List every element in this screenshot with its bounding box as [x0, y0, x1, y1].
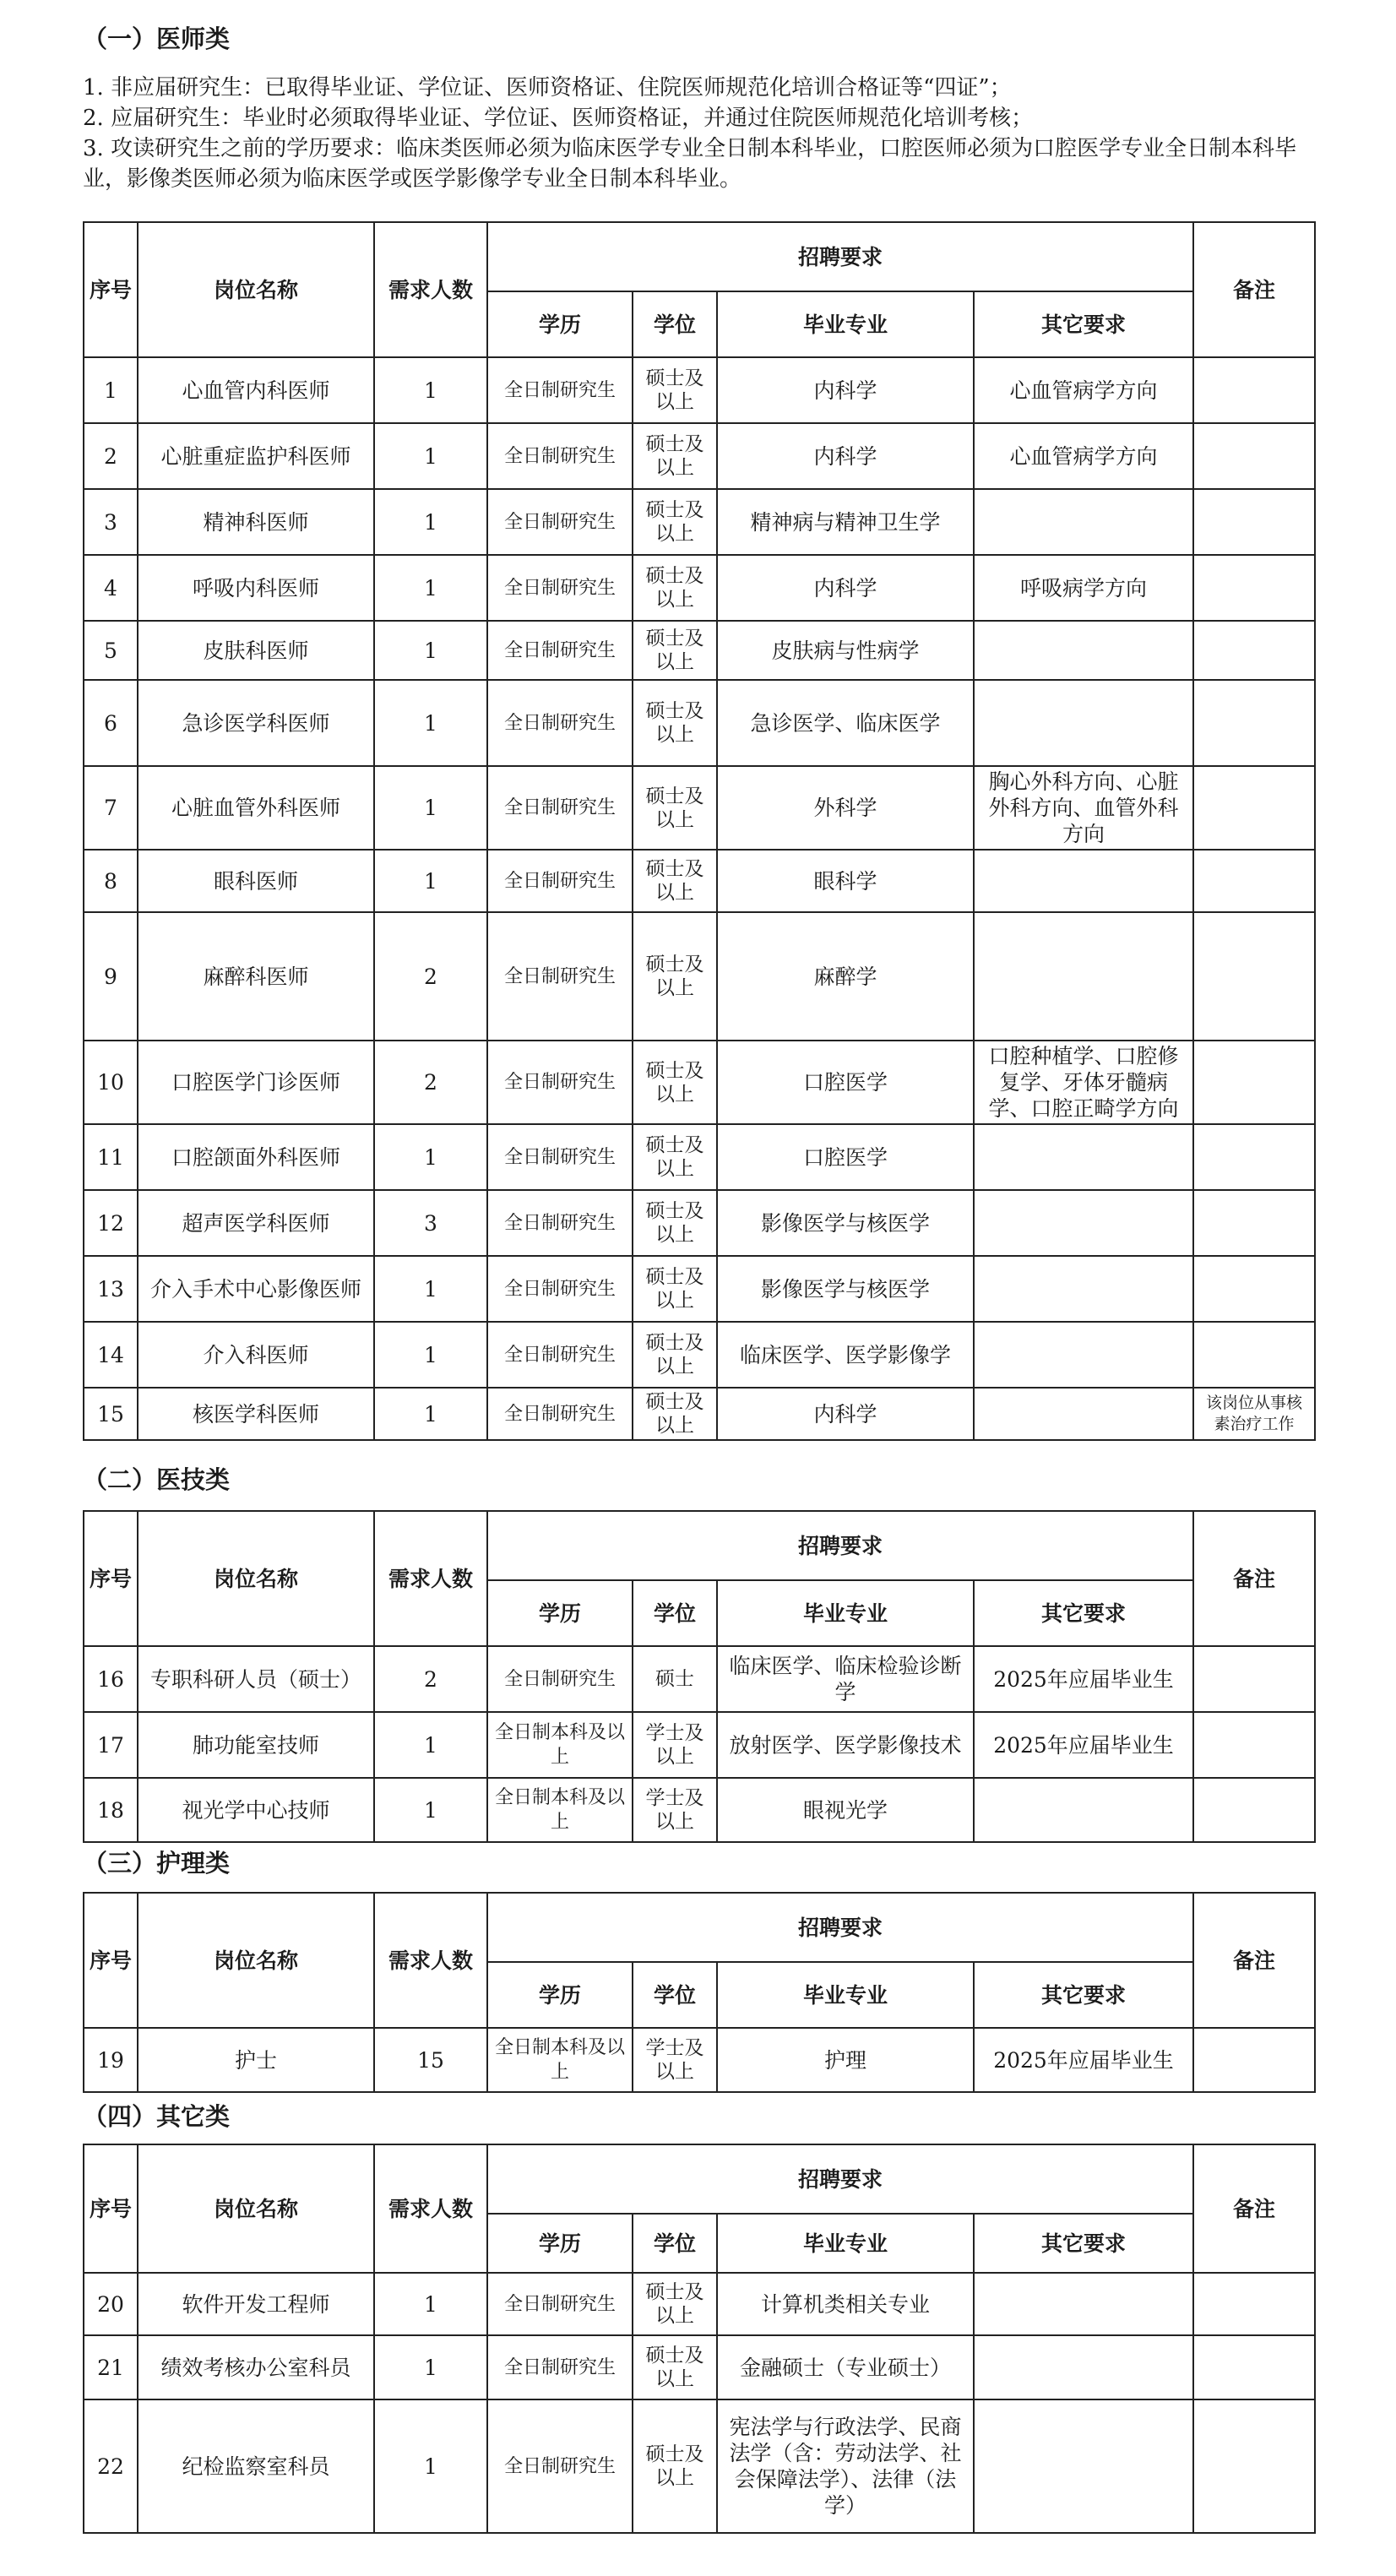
cell-position-name: 软件开发工程师: [138, 2273, 374, 2335]
cell-position-name: 绩效考核办公室科员: [138, 2335, 374, 2399]
cell-major: 内科学: [717, 555, 974, 621]
cell-other-requirements: [974, 489, 1193, 555]
table-row: [84, 1388, 1315, 1440]
cell-headcount: 1: [374, 2335, 487, 2399]
cell-major: 内科学: [717, 357, 974, 423]
cell-degree: 硕士及以上: [633, 621, 717, 680]
header-seq: 序号: [84, 1511, 138, 1646]
table-row: [84, 2335, 1315, 2399]
cell-remark: [1193, 2273, 1315, 2335]
cell-other-requirements: [974, 2335, 1193, 2399]
section-title: （三）护理类: [83, 1849, 231, 1878]
cell-seq: 11: [84, 1124, 138, 1190]
header-education: 学历: [487, 2214, 633, 2273]
cell-position-name: 介入科医师: [138, 1322, 374, 1388]
cell-headcount: 1: [374, 850, 487, 912]
cell-degree: 硕士及以上: [633, 1322, 717, 1388]
cell-remark: [1193, 912, 1315, 1041]
section-title: （一）医师类: [83, 24, 231, 53]
header-headcount: 需求人数: [374, 1511, 487, 1646]
table-row: [84, 766, 1315, 850]
cell-degree: 硕士及以上: [633, 2273, 717, 2335]
cell-degree: 硕士: [633, 1646, 717, 1712]
cell-position-name: 核医学科医师: [138, 1388, 374, 1440]
cell-headcount: 1: [374, 423, 487, 489]
table-row: [84, 2273, 1315, 2335]
cell-headcount: 1: [374, 680, 487, 766]
cell-headcount: 1: [374, 2399, 487, 2533]
cell-seq: 8: [84, 850, 138, 912]
cell-degree: 硕士及以上: [633, 1124, 717, 1190]
cell-position-name: 超声医学科医师: [138, 1190, 374, 1256]
cell-degree: 硕士及以上: [633, 2399, 717, 2533]
table-row: [84, 680, 1315, 766]
cell-education: 全日制研究生: [487, 912, 633, 1041]
cell-education: 全日制研究生: [487, 2335, 633, 2399]
header-major: 毕业专业: [717, 1580, 974, 1646]
table-row: [84, 1322, 1315, 1388]
cell-position-name: 介入手术中心影像医师: [138, 1256, 374, 1322]
cell-other-requirements: 心血管病学方向: [974, 357, 1193, 423]
cell-degree: 学士及以上: [633, 1712, 717, 1778]
cell-degree: 硕士及以上: [633, 912, 717, 1041]
cell-other-requirements: [974, 621, 1193, 680]
cell-education: 全日制研究生: [487, 555, 633, 621]
table-row: [84, 912, 1315, 1041]
cell-headcount: 1: [374, 621, 487, 680]
cell-position-name: 心血管内科医师: [138, 357, 374, 423]
header-education: 学历: [487, 291, 633, 357]
section-title: （四）其它类: [83, 2102, 231, 2131]
cell-other-requirements: [974, 680, 1193, 766]
cell-remark: [1193, 766, 1315, 850]
cell-seq: 20: [84, 2273, 138, 2335]
cell-remark: [1193, 1778, 1315, 1842]
header-position-name: 岗位名称: [138, 2144, 374, 2273]
cell-seq: 22: [84, 2399, 138, 2533]
cell-seq: 18: [84, 1778, 138, 1842]
positions-table: [83, 221, 1316, 1441]
cell-headcount: 15: [374, 2028, 487, 2092]
header-headcount: 需求人数: [374, 1893, 487, 2028]
cell-major: 影像医学与核医学: [717, 1256, 974, 1322]
header-degree: 学位: [633, 1962, 717, 2028]
section-title: （二）医技类: [83, 1465, 231, 1494]
cell-headcount: 1: [374, 2273, 487, 2335]
positions-table: [83, 1892, 1316, 2093]
cell-remark: [1193, 680, 1315, 766]
cell-seq: 16: [84, 1646, 138, 1712]
cell-degree: 硕士及以上: [633, 680, 717, 766]
table-row: [84, 1778, 1315, 1842]
table-row: [84, 489, 1315, 555]
header-other-requirements: 其它要求: [974, 1580, 1193, 1646]
cell-major: 外科学: [717, 766, 974, 850]
header-row: [84, 2144, 1315, 2214]
cell-education: 全日制研究生: [487, 423, 633, 489]
cell-major: 宪法学与行政法学、民商法学（含：劳动法学、社会保障法学）、法律（法学）: [717, 2399, 974, 2533]
table-row: [84, 423, 1315, 489]
cell-seq: 14: [84, 1322, 138, 1388]
cell-education: 全日制本科及以上: [487, 1712, 633, 1778]
cell-headcount: 1: [374, 1124, 487, 1190]
table-row: [84, 1190, 1315, 1256]
header-position-name: 岗位名称: [138, 222, 374, 357]
cell-position-name: 急诊医学科医师: [138, 680, 374, 766]
cell-other-requirements: [974, 1388, 1193, 1440]
cell-degree: 硕士及以上: [633, 1190, 717, 1256]
cell-seq: 15: [84, 1388, 138, 1440]
cell-headcount: 1: [374, 766, 487, 850]
cell-remark: [1193, 1322, 1315, 1388]
cell-major: 麻醉学: [717, 912, 974, 1041]
cell-other-requirements: [974, 850, 1193, 912]
cell-seq: 7: [84, 766, 138, 850]
header-education: 学历: [487, 1580, 633, 1646]
cell-position-name: 口腔医学门诊医师: [138, 1041, 374, 1124]
cell-other-requirements: [974, 1124, 1193, 1190]
cell-position-name: 纪检监察室科员: [138, 2399, 374, 2533]
note-line: 1. 非应届研究生：已取得毕业证、学位证、医师资格证、住院医师规范化培训合格证等“四证”；: [83, 75, 1012, 101]
cell-seq: 19: [84, 2028, 138, 2092]
cell-other-requirements: 呼吸病学方向: [974, 555, 1193, 621]
cell-headcount: 1: [374, 1712, 487, 1778]
note-line: 2. 应届研究生：毕业时必须取得毕业证、学位证、医师资格证，并通过住院医师规范化培训考核；: [83, 106, 1034, 131]
cell-education: 全日制研究生: [487, 850, 633, 912]
cell-position-name: 麻醉科医师: [138, 912, 374, 1041]
cell-education: 全日制研究生: [487, 2273, 633, 2335]
cell-degree: 硕士及以上: [633, 489, 717, 555]
cell-education: 全日制研究生: [487, 1190, 633, 1256]
requirement-notes: [83, 73, 1316, 194]
header-remark: 备注: [1193, 2144, 1315, 2273]
cell-degree: 硕士及以上: [633, 2335, 717, 2399]
cell-position-name: 眼科医师: [138, 850, 374, 912]
header-degree: 学位: [633, 2214, 717, 2273]
table-row: [84, 621, 1315, 680]
table-row: [84, 1124, 1315, 1190]
cell-other-requirements: 2025年应届毕业生: [974, 2028, 1193, 2092]
cell-remark: [1193, 1190, 1315, 1256]
cell-education: 全日制研究生: [487, 1388, 633, 1440]
cell-headcount: 1: [374, 1388, 487, 1440]
header-other-requirements: 其它要求: [974, 2214, 1193, 2273]
table-row: [84, 2028, 1315, 2092]
cell-other-requirements: 2025年应届毕业生: [974, 1646, 1193, 1712]
table-row: [84, 1646, 1315, 1712]
cell-education: 全日制研究生: [487, 1041, 633, 1124]
cell-remark: [1193, 1646, 1315, 1712]
cell-seq: 6: [84, 680, 138, 766]
cell-education: 全日制研究生: [487, 1322, 633, 1388]
header-degree: 学位: [633, 291, 717, 357]
header-seq: 序号: [84, 222, 138, 357]
cell-degree: 硕士及以上: [633, 1388, 717, 1440]
header-education: 学历: [487, 1962, 633, 2028]
header-remark: 备注: [1193, 1893, 1315, 2028]
cell-position-name: 心脏重症监护科医师: [138, 423, 374, 489]
header-position-name: 岗位名称: [138, 1511, 374, 1646]
cell-major: 临床医学、医学影像学: [717, 1322, 974, 1388]
cell-remark: [1193, 1256, 1315, 1322]
cell-degree: 硕士及以上: [633, 766, 717, 850]
table-row: [84, 1041, 1315, 1124]
cell-degree: 硕士及以上: [633, 1041, 717, 1124]
header-degree: 学位: [633, 1580, 717, 1646]
cell-degree: 硕士及以上: [633, 423, 717, 489]
cell-major: 急诊医学、临床医学: [717, 680, 974, 766]
cell-other-requirements: 心血管病学方向: [974, 423, 1193, 489]
cell-headcount: 1: [374, 555, 487, 621]
cell-other-requirements: [974, 912, 1193, 1041]
header-row: [84, 1511, 1315, 1580]
cell-remark: [1193, 2028, 1315, 2092]
cell-major: 口腔医学: [717, 1124, 974, 1190]
table-row: [84, 357, 1315, 423]
cell-degree: 学士及以上: [633, 2028, 717, 2092]
cell-degree: 硕士及以上: [633, 1256, 717, 1322]
cell-major: 内科学: [717, 423, 974, 489]
cell-position-name: 专职科研人员（硕士）: [138, 1646, 374, 1712]
cell-education: 全日制研究生: [487, 2399, 633, 2533]
cell-major: 金融硕士（专业硕士）: [717, 2335, 974, 2399]
positions-table: [83, 2144, 1316, 2534]
cell-headcount: 1: [374, 1778, 487, 1842]
cell-position-name: 心脏血管外科医师: [138, 766, 374, 850]
cell-major: 口腔医学: [717, 1041, 974, 1124]
header-major: 毕业专业: [717, 291, 974, 357]
cell-major: 精神病与精神卫生学: [717, 489, 974, 555]
cell-remark: [1193, 1124, 1315, 1190]
cell-seq: 21: [84, 2335, 138, 2399]
cell-major: 计算机类相关专业: [717, 2273, 974, 2335]
cell-seq: 1: [84, 357, 138, 423]
header-position-name: 岗位名称: [138, 1893, 374, 2028]
cell-headcount: 1: [374, 1322, 487, 1388]
table-row: [84, 1712, 1315, 1778]
cell-major: 临床医学、临床检验诊断学: [717, 1646, 974, 1712]
cell-remark: [1193, 555, 1315, 621]
cell-education: 全日制研究生: [487, 680, 633, 766]
header-seq: 序号: [84, 1893, 138, 2028]
header-headcount: 需求人数: [374, 222, 487, 357]
cell-remark: [1193, 850, 1315, 912]
cell-degree: 学士及以上: [633, 1778, 717, 1842]
cell-degree: 硕士及以上: [633, 357, 717, 423]
cell-education: 全日制研究生: [487, 621, 633, 680]
header-major: 毕业专业: [717, 1962, 974, 2028]
table-row: [84, 555, 1315, 621]
header-major: 毕业专业: [717, 2214, 974, 2273]
cell-seq: 13: [84, 1256, 138, 1322]
cell-other-requirements: [974, 1190, 1193, 1256]
cell-major: 眼视光学: [717, 1778, 974, 1842]
cell-degree: 硕士及以上: [633, 850, 717, 912]
header-remark: 备注: [1193, 222, 1315, 357]
table-row: [84, 850, 1315, 912]
cell-headcount: 1: [374, 1256, 487, 1322]
cell-remark: [1193, 1041, 1315, 1124]
cell-seq: 12: [84, 1190, 138, 1256]
header-headcount: 需求人数: [374, 2144, 487, 2273]
cell-position-name: 护士: [138, 2028, 374, 2092]
cell-education: 全日制研究生: [487, 1256, 633, 1322]
header-requirements: 招聘要求: [487, 1511, 1193, 1580]
cell-headcount: 1: [374, 357, 487, 423]
cell-remark: [1193, 621, 1315, 680]
header-requirements: 招聘要求: [487, 1893, 1193, 1962]
cell-degree: 硕士及以上: [633, 555, 717, 621]
cell-remark: [1193, 357, 1315, 423]
cell-other-requirements: [974, 1256, 1193, 1322]
cell-remark: [1193, 489, 1315, 555]
cell-other-requirements: [974, 1322, 1193, 1388]
header-other-requirements: 其它要求: [974, 291, 1193, 357]
cell-other-requirements: 胸心外科方向、心脏外科方向、血管外科方向: [974, 766, 1193, 850]
cell-education: 全日制本科及以上: [487, 2028, 633, 2092]
cell-headcount: 1: [374, 489, 487, 555]
cell-position-name: 肺功能室技师: [138, 1712, 374, 1778]
cell-major: 护理: [717, 2028, 974, 2092]
header-other-requirements: 其它要求: [974, 1962, 1193, 2028]
cell-remark: [1193, 423, 1315, 489]
positions-table: [83, 1510, 1316, 1843]
cell-remark: [1193, 1712, 1315, 1778]
cell-position-name: 皮肤科医师: [138, 621, 374, 680]
cell-education: 全日制研究生: [487, 766, 633, 850]
cell-major: 眼科学: [717, 850, 974, 912]
cell-education: 全日制研究生: [487, 1646, 633, 1712]
cell-other-requirements: [974, 1778, 1193, 1842]
cell-major: 影像医学与核医学: [717, 1190, 974, 1256]
cell-other-requirements: [974, 2273, 1193, 2335]
header-requirements: 招聘要求: [487, 222, 1193, 291]
header-remark: 备注: [1193, 1511, 1315, 1646]
cell-seq: 9: [84, 912, 138, 1041]
cell-major: 放射医学、医学影像技术: [717, 1712, 974, 1778]
cell-education: 全日制研究生: [487, 357, 633, 423]
cell-headcount: 2: [374, 1646, 487, 1712]
cell-position-name: 视光学中心技师: [138, 1778, 374, 1842]
cell-other-requirements: 口腔种植学、口腔修复学、牙体牙髓病学、口腔正畸学方向: [974, 1041, 1193, 1124]
cell-position-name: 呼吸内科医师: [138, 555, 374, 621]
header-seq: 序号: [84, 2144, 138, 2273]
table-row: [84, 1256, 1315, 1322]
cell-headcount: 2: [374, 912, 487, 1041]
cell-position-name: 口腔颌面外科医师: [138, 1124, 374, 1190]
cell-remark: 该岗位从事核素治疗工作: [1193, 1388, 1315, 1440]
cell-education: 全日制本科及以上: [487, 1778, 633, 1842]
cell-major: 内科学: [717, 1388, 974, 1440]
header-row: [84, 1893, 1315, 1962]
cell-seq: 17: [84, 1712, 138, 1778]
note-line: 3. 攻读研究生之前的学历要求：临床类医师必须为临床医学专业全日制本科毕业，口腔医师必须为口腔医学专业全日制本科毕业，影像类医师必须为临床医学或医学影像学专业全日制本科毕业。: [83, 136, 1297, 192]
cell-other-requirements: 2025年应届毕业生: [974, 1712, 1193, 1778]
cell-education: 全日制研究生: [487, 489, 633, 555]
table-row: [84, 2399, 1315, 2533]
cell-seq: 3: [84, 489, 138, 555]
cell-headcount: 2: [374, 1041, 487, 1124]
header-requirements: 招聘要求: [487, 2144, 1193, 2214]
cell-position-name: 精神科医师: [138, 489, 374, 555]
cell-remark: [1193, 2399, 1315, 2533]
cell-other-requirements: [974, 2399, 1193, 2533]
cell-education: 全日制研究生: [487, 1124, 633, 1190]
cell-remark: [1193, 2335, 1315, 2399]
cell-seq: 10: [84, 1041, 138, 1124]
cell-headcount: 3: [374, 1190, 487, 1256]
cell-seq: 2: [84, 423, 138, 489]
cell-major: 皮肤病与性病学: [717, 621, 974, 680]
header-row: [84, 222, 1315, 291]
cell-seq: 4: [84, 555, 138, 621]
cell-seq: 5: [84, 621, 138, 680]
